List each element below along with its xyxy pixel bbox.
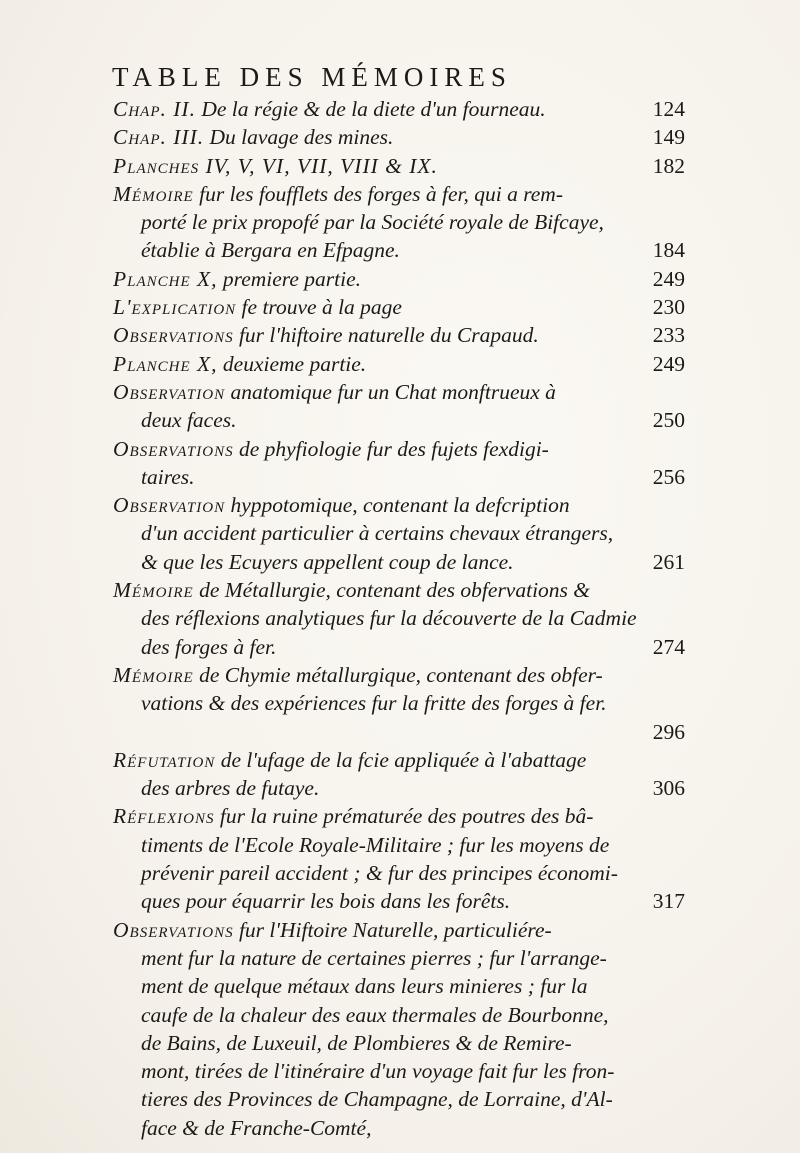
toc-page-number: 274: [652, 634, 685, 659]
toc-entry-text: fur la ruine prématurée des poutres des bâ-: [219, 804, 594, 829]
toc-entry: [113, 802, 685, 915]
toc-entry-continuation: [113, 519, 685, 547]
toc-entry-lead: Observations: [113, 323, 234, 348]
toc-entry-text: taires.: [141, 464, 195, 489]
toc-entry: [113, 293, 685, 321]
toc-entry-lead: Mémoire: [113, 181, 194, 206]
toc-entry-continuation: [113, 463, 685, 491]
toc-entry-lead: Observation: [113, 379, 226, 404]
toc-entry: [113, 576, 685, 661]
toc-entry-continuation: [113, 633, 685, 661]
toc-entry: [113, 916, 685, 1142]
toc-entry-continuation: [113, 831, 685, 859]
toc-entry-first-line: [113, 435, 685, 463]
toc-entry-continuation: [113, 1114, 685, 1142]
toc-entry: [113, 180, 685, 265]
toc-entry-first-line: [113, 123, 685, 151]
toc-entry-text: des réflexions analytiques fur la découverte de la Cadmie: [141, 606, 637, 631]
toc-page-number: 149: [652, 125, 685, 150]
toc-entry-text: vations & des expériences fur la fritte des forges à fer.: [141, 691, 607, 716]
toc-entry-first-line: [113, 152, 685, 180]
toc-page-number: 249: [652, 266, 685, 291]
toc-entry-continuation: [113, 944, 685, 972]
toc-entry-text: premiere partie.: [222, 266, 362, 291]
toc-entry-first-line: [113, 576, 685, 604]
toc-entry-first-line: [113, 916, 685, 944]
toc-entry-text: d'un accident particulier à certains chevaux étrangers,: [141, 521, 614, 546]
toc-entry-lead: Observations: [113, 917, 234, 942]
toc-entry-text: de l'ufage de la fcie appliquée à l'abattage: [220, 747, 587, 772]
toc-entry-text: & que les Ecuyers appellent coup de lance.: [141, 549, 514, 574]
toc-entry: [113, 491, 685, 576]
toc-entry-first-line: [113, 802, 685, 830]
toc-entry-first-line: [113, 746, 685, 774]
toc-page-number: 184: [652, 238, 685, 263]
toc-entry-lead: Chap. II.: [113, 97, 196, 121]
toc-entry-lead: Réfutation: [113, 747, 216, 772]
toc-page-number: 296: [652, 719, 685, 744]
toc-entry-text: fur les foufflets des forges à fer, qui a rem-: [199, 181, 563, 206]
toc-entry-text: ques pour équarrir les bois dans les forêts.: [141, 889, 511, 914]
toc-page-number: 256: [652, 464, 685, 489]
toc-page-number: 230: [652, 295, 685, 320]
toc-entry-continuation: [113, 236, 685, 264]
toc-entry-text: caufe de la chaleur des eaux thermales de Bourbonne,: [141, 1002, 609, 1027]
toc-entry-continuation: [113, 208, 685, 236]
toc-entry-lead: Planches IV, V, VI, VII, VIII & IX.: [113, 153, 438, 178]
toc-entry-text: face & de Franche-Comté,: [141, 1115, 372, 1140]
toc-entry: [113, 321, 685, 349]
toc-entry-text: établie à Bergara en Efpagne.: [141, 238, 400, 263]
toc-entry-continuation: [113, 1001, 685, 1029]
toc-entry-text: Du lavage des mines.: [209, 125, 394, 150]
toc-entry: [113, 661, 685, 746]
page-heading: TABLE DES MÉMOIRES: [112, 62, 512, 92]
toc-entry-first-line: [113, 95, 685, 123]
toc-entry-continuation: [113, 774, 685, 802]
toc-entry-first-line: [113, 265, 685, 293]
toc-entry-continuation: [113, 689, 685, 717]
toc-entry-first-line: [113, 321, 685, 349]
toc-entry-lead: Observation: [113, 493, 226, 518]
toc-entry-text: tieres des Provinces de Champagne, de Lorraine, d'Al-: [141, 1087, 613, 1112]
toc-entry: [113, 123, 685, 151]
toc-entry: [113, 265, 685, 293]
toc-page-number: 317: [652, 889, 685, 914]
toc-entry-text: de Métallurgie, contenant des obfervations &: [199, 578, 591, 603]
toc-entry-first-line: [113, 378, 685, 406]
toc-entry-lead: Chap. III.: [113, 125, 205, 150]
toc-entry-first-line: [113, 491, 685, 519]
toc-entry-lead: Mémoire: [113, 662, 194, 687]
toc-entry-continuation: [113, 972, 685, 1000]
toc-entry: [113, 350, 685, 378]
toc-entry-text: ment de quelque métaux dans leurs minieres ; fur la: [141, 974, 588, 999]
toc-entry-text: timents de l'Ecole Royale-Militaire ; fur les moyens de: [141, 832, 610, 857]
toc-entry-lead: L'explication: [113, 295, 237, 320]
toc-entry-continuation: [113, 859, 685, 887]
toc-entry-continuation: [113, 1057, 685, 1085]
toc-page-number: 182: [652, 153, 685, 178]
table-of-contents: [113, 95, 685, 1142]
toc-entry-first-line: [113, 180, 685, 208]
toc-entry-text: deuxieme partie.: [222, 351, 367, 376]
toc-page-number: 233: [652, 323, 685, 348]
toc-entry-continuation: [113, 718, 685, 746]
toc-page-number: 306: [652, 776, 685, 801]
toc-entry-text: mont, tirées de l'itinéraire d'un voyage fait fur les fron-: [141, 1059, 615, 1084]
toc-entry-lead: Mémoire: [113, 578, 194, 603]
toc-entry-text: prévenir pareil accident ; & fur des principes économi-: [141, 861, 618, 886]
toc-entry-text: fe trouve à la page: [241, 295, 402, 320]
toc-entry-continuation: [113, 887, 685, 915]
toc-entry-text: porté le prix propofé par la Société royale de Bifcaye,: [141, 210, 604, 235]
toc-entry: [113, 435, 685, 492]
toc-entry: [113, 152, 685, 180]
toc-entry-text: fur l'Hiftoire Naturelle, particuliére-: [238, 917, 552, 942]
toc-entry-text: de Chymie métallurgique, contenant des obfer-: [199, 662, 603, 687]
toc-entry-lead: Planche X,: [113, 266, 218, 291]
toc-entry-lead: Réflexions: [113, 804, 215, 829]
toc-entry-lead: Observations: [113, 436, 234, 461]
toc-entry-text: anatomique fur un Chat monftrueux à: [230, 379, 556, 404]
toc-entry-continuation: [113, 548, 685, 576]
toc-entry: [113, 378, 685, 435]
toc-entry-text: de Bains, de Luxeuil, de Plombieres & de Remire-: [141, 1030, 572, 1055]
toc-entry-text: fur l'hiftoire naturelle du Crapaud.: [238, 323, 539, 348]
toc-page-number: 124: [652, 97, 685, 121]
toc-entry-continuation: [113, 1085, 685, 1113]
toc-entry-continuation: [113, 1029, 685, 1057]
toc-page-number: 250: [652, 408, 685, 433]
toc-entry-text: ment fur la nature de certaines pierres ; fur l'arrange-: [141, 945, 607, 970]
toc-entry-text: des arbres de futaye.: [141, 776, 320, 801]
toc-entry: [113, 95, 685, 123]
toc-page-number: 249: [652, 351, 685, 376]
toc-entry-text: de phyfiologie fur des fujets fexdigi-: [238, 436, 549, 461]
toc-entry: [113, 746, 685, 803]
toc-entry-text: De la régie & de la diete d'un fourneau.: [201, 97, 546, 121]
toc-entry-text: deux faces.: [141, 408, 237, 433]
toc-entry-continuation: [113, 604, 685, 632]
toc-entry-continuation: [113, 406, 685, 434]
toc-entry-first-line: [113, 661, 685, 689]
toc-entry-lead: Planche X,: [113, 351, 218, 376]
toc-entry-first-line: [113, 293, 685, 321]
toc-entry-first-line: [113, 350, 685, 378]
toc-page-number: 261: [652, 549, 685, 574]
toc-entry-text: des forges à fer.: [141, 634, 277, 659]
toc-entry-text: hyppotomique, contenant la defcription: [230, 493, 570, 518]
